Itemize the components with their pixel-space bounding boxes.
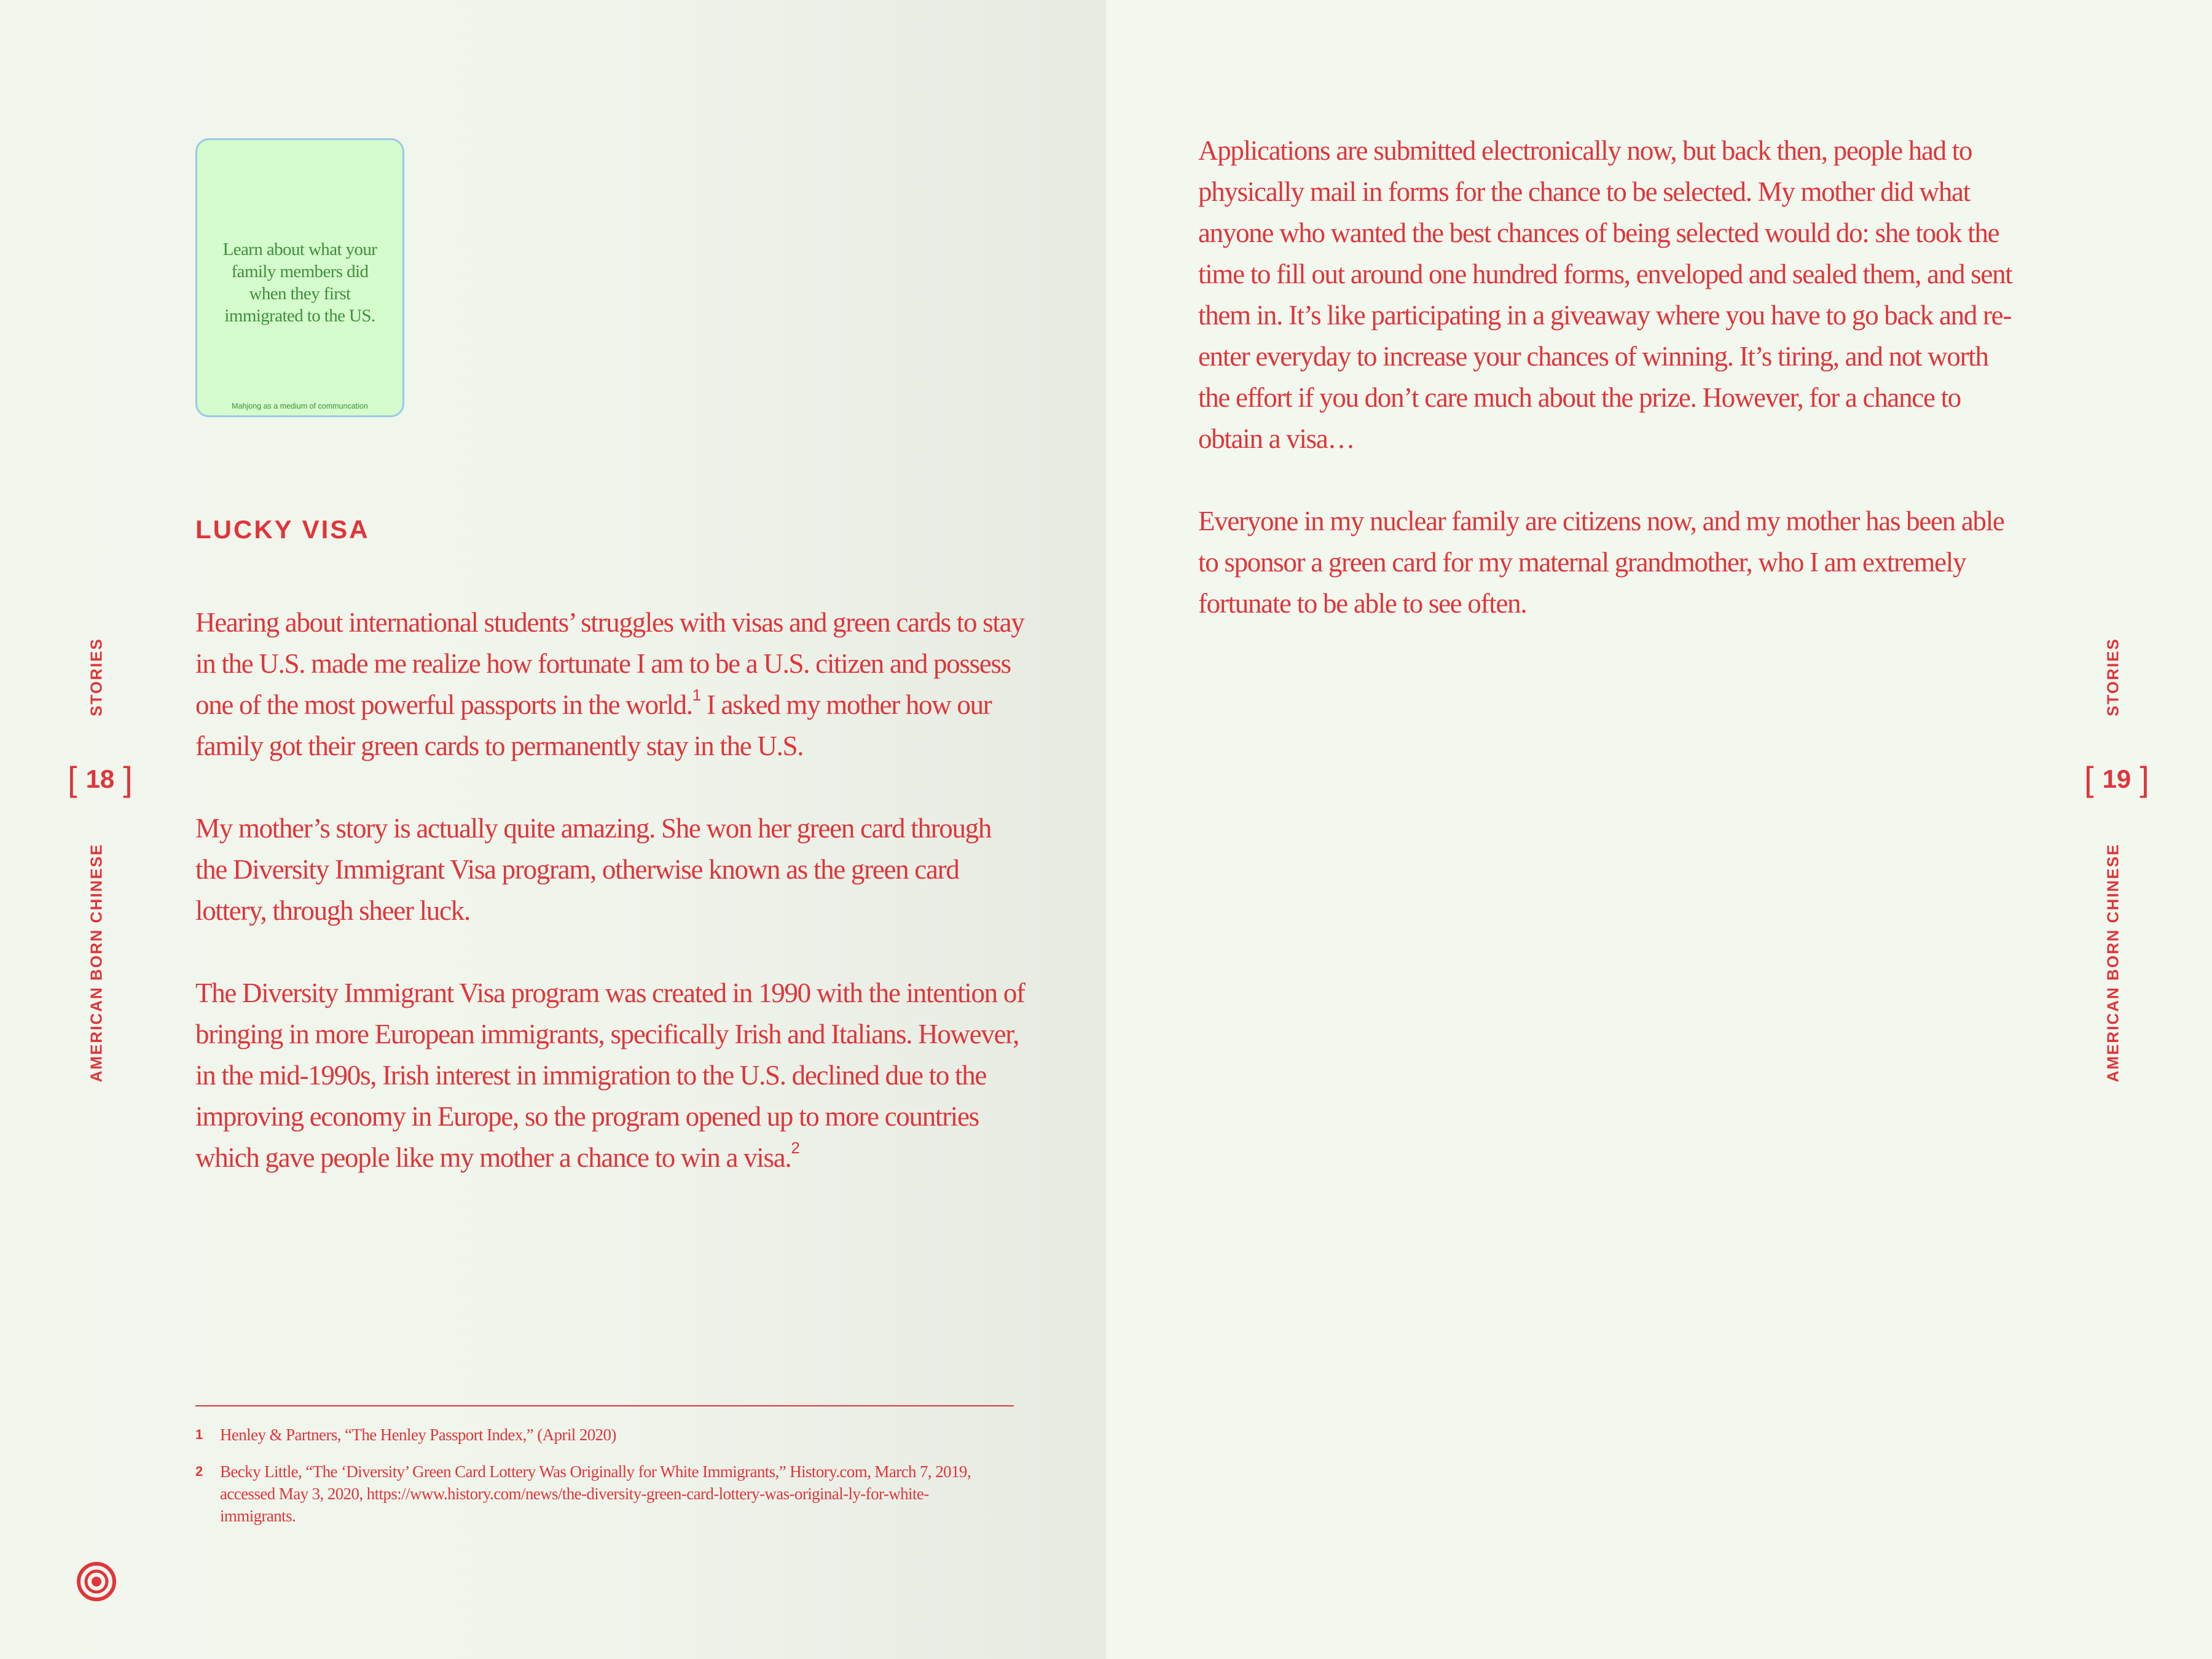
footnote-number: 1 bbox=[195, 1427, 203, 1442]
footnote-text: Henley & Partners, “The Henley Passport Index,” (April 2020) bbox=[220, 1426, 616, 1444]
right-body bbox=[1198, 130, 2022, 665]
paragraph: Everyone in my nuclear family are citizens now, and my mother has been able to sponsor a green card for my maternal grandmother, who I am extremely fortunate to be able to see often. bbox=[1198, 506, 2004, 619]
paragraph: Hearing about international students’ struggles with visas and green cards to stay in the U.S. made me realize how fortunate I am to be a U.S. citizen and possess one of the most powerful passports in the world.$^1$ I asked my mother how our family got their green cards to permanently stay in the U.S. bbox=[195, 607, 1024, 761]
paragraph: The Diversity Immigrant Visa program was created in 1990 with the intention of bringing in more European immigrants, specifically Irish and Italians. However, in the mid-1990s, Irish interest in immigration to the U.S. declined due to the improving economy in Europe, so the program opened up to more countries which gave people like my mother a chance to win a visa.$^2$ bbox=[195, 978, 1025, 1173]
card-caption: Mahjong as a medium of communcation bbox=[232, 402, 368, 410]
footnote-number: 2 bbox=[195, 1464, 203, 1479]
footnote-text: Becky Little, “The ‘Diversity’ Green Card Lottery Was Originally for White Immigrants,” History.com, March 7, 2019, accessed May 3, 2020, https://www.history.com/news/the-diversity-green-card-lottery-was-original-ly-for-white-immigrants. bbox=[220, 1462, 971, 1525]
paragraph: My mother’s story is actually quite amazing. She won her green card through the Diversity Immigrant Visa program, otherwise known as the green card lottery, through sheer luck. bbox=[195, 813, 992, 926]
footnote bbox=[195, 1461, 994, 1527]
side-section-label: STORIES bbox=[87, 638, 106, 716]
side-section-label: STORIES bbox=[2103, 638, 2122, 716]
card-text: Learn about what your family members did when they first immigrated to the US. bbox=[222, 240, 377, 326]
footnotes bbox=[195, 1424, 994, 1542]
page-number: [ 18 ] bbox=[68, 759, 133, 798]
footnote-ref[interactable]: 1 bbox=[692, 686, 700, 704]
footnote bbox=[195, 1424, 994, 1446]
target-icon bbox=[76, 1561, 117, 1602]
paragraph: Applications are submitted electronically now, but back then, people had to physically mail in forms for the chance to be selected. My mother did what anyone who wanted the best chances of being selected would do: she took the time to fill out around one hundred forms, enveloped and sealed them, and sent them in. It’s like participating in a giveaway where you have to go back and re-enter everyday to increase your chances of winning. It’s tiring, and not worth the effort if you don’t care much about the prize. However, for a chance to obtain a visa… bbox=[1198, 135, 2012, 454]
page-number: [ 19 ] bbox=[2084, 759, 2149, 798]
side-title-label: AMERICAN BORN CHINESE bbox=[87, 843, 106, 1083]
side-title-label: AMERICAN BORN CHINESE bbox=[2103, 843, 2122, 1083]
footnote-ref[interactable]: 2 bbox=[791, 1139, 799, 1157]
prompt-card bbox=[195, 138, 404, 417]
left-body bbox=[195, 602, 1025, 1220]
section-heading: LUCKY VISA bbox=[195, 515, 370, 544]
footnote-divider bbox=[195, 1405, 1014, 1406]
